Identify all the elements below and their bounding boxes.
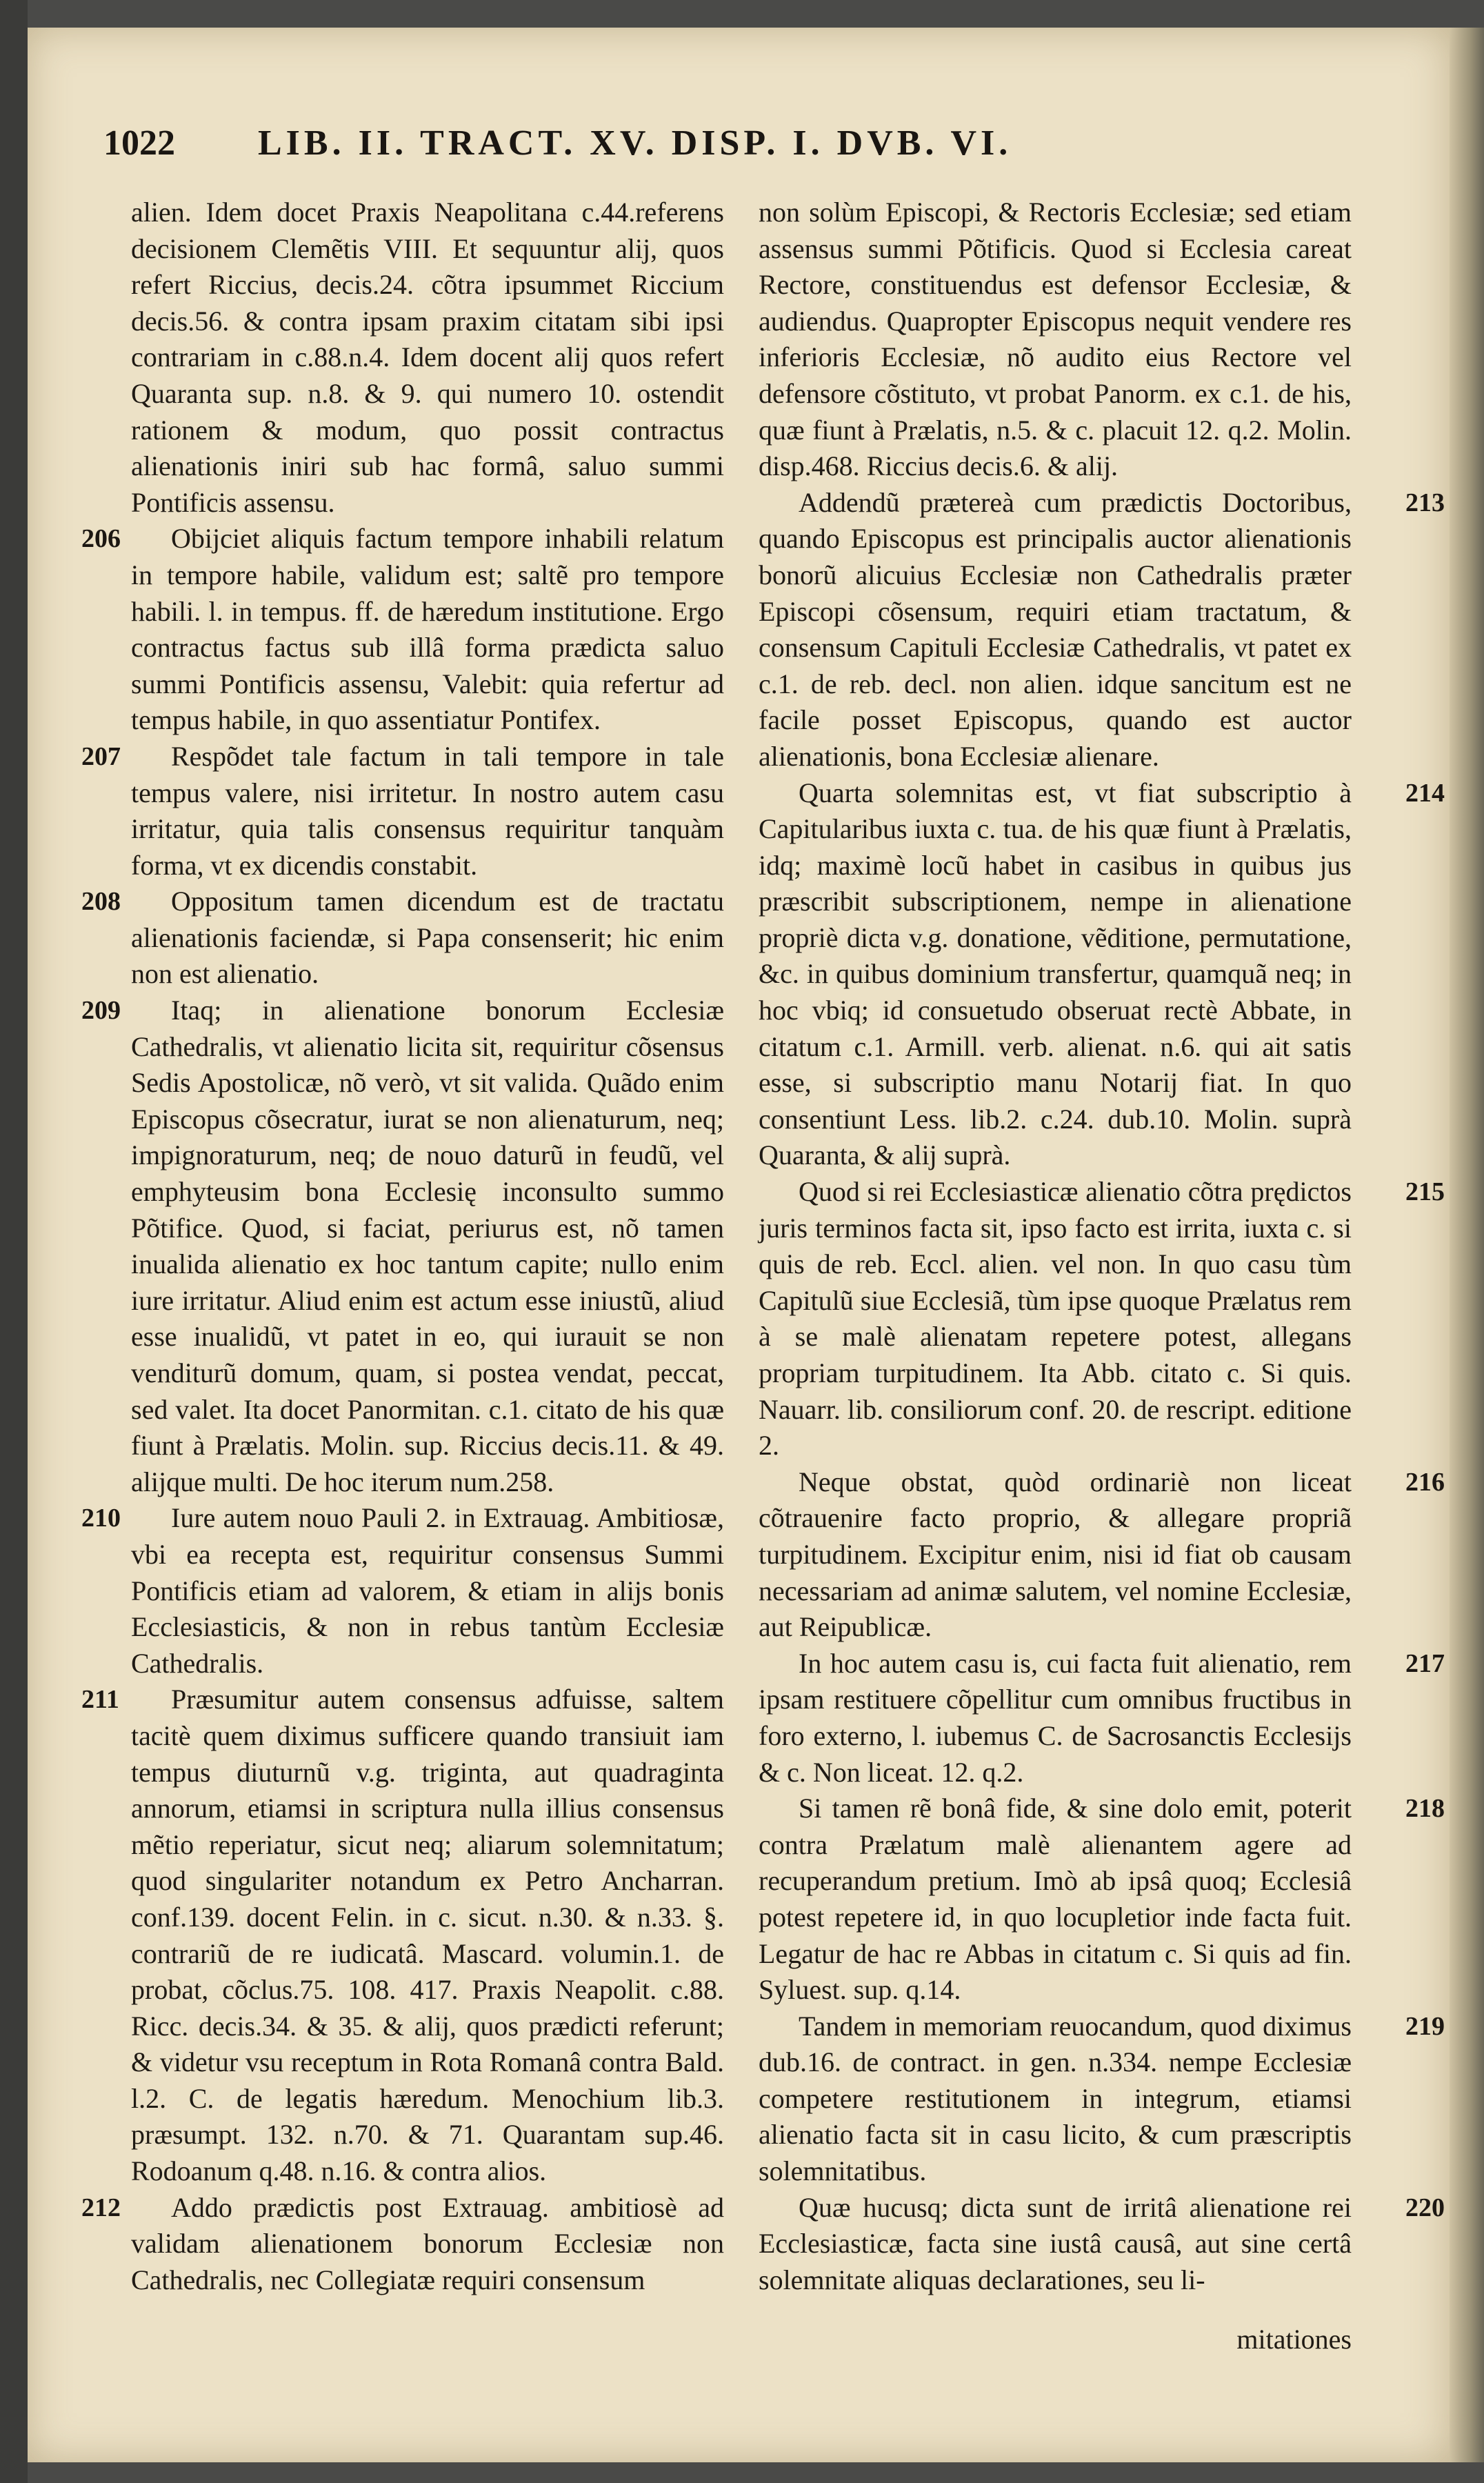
page-fold-edge: [1450, 28, 1484, 2462]
paragraph-text: In hoc autem casu is, cui facta fuit alienatio, rem ipsam restituere cõpellitur cum omnibus fructibus in foro externo, l. iubemus C. de Sacrosanctis Ecclesijs & c. Non liceat. 12. q.2.: [759, 1647, 1352, 1788]
paragraph-text: Tandem in memoriam reuocandum, quod diximus dub.16. de contract. in gen. n.334. nempe Ecclesiæ competere restitutionem in integrum, etiamsi alienatio facta sit in casu licito, & cum præscriptis solemnitatibus.: [759, 2010, 1352, 2187]
paragraph-text: alien. Idem docet Praxis Neapolitana c.44.referens decisionem Clemẽtis VIII. Et sequuntur alij, quos refert Riccius, decis.24. cõtra ipsummet Riccium decis.56. & contra ipsam praxim citatam sibi ipsi contrariam in c.88.n.4. Idem docent alij quos refert Quaranta sup. n.8. & 9. qui numero 10. ostendit rationem & modum, quo possit contractus alienationis iniri sub hac formâ, saluo summi Pontificis assensu.: [131, 197, 724, 518]
marginal-number: 214: [1405, 778, 1445, 808]
paragraph: [759, 2190, 1445, 2299]
paragraph-text: Addo prædictis post Extrauag. ambitiosè ad validam alienationem bonorum Ecclesiæ non Cathedralis, nec Collegiatæ requiri consensum: [131, 2191, 724, 2295]
marginal-number: 208: [81, 887, 121, 917]
paragraph: [131, 195, 724, 521]
paragraph: [81, 521, 724, 739]
paragraph: [81, 884, 724, 993]
paragraph: [81, 993, 724, 1500]
paragraph: [759, 775, 1445, 1175]
paragraph: [759, 1174, 1445, 1464]
marginal-number: 218: [1405, 1794, 1445, 1824]
paragraph-text: Præsumitur autem consensus adfuisse, saltem tacitè quem diximus sufficere quando transiuit iam tempus diuturnũ v.g. triginta, aut quadraginta annorum, etiamsi in scriptura nulla illius consensus mẽtio reperiatur, sicut neq; aliarum solemnitatum; quod singulariter notandum ex Petro Ancharran. conf.139. docent Felin. in c. sicut. n.30. & n.33. §. contrariũ de re iudicatâ. Mascard. volumin.1. de probat, cõclus.75. 108. 417. Praxis Neapolit. c.88. Ricc. decis.34. & 35. & alij, quos prædicti referunt; & videtur vsu receptum in Rota Romanâ contra Bald. l.2. C. de legatis hæredum. Menochium lib.3. præsumpt. 132. n.70. & 71. Quarantam sup.46. Rodoanum q.48. n.16. & contra alios.: [131, 1684, 724, 2187]
running-head-title: LIB. II. TRACT. XV. DISP. I. DVB. VI.: [258, 123, 1012, 163]
marginal-number: 213: [1405, 488, 1445, 517]
right-text-column: [759, 195, 1445, 2319]
marginal-number: 207: [81, 741, 121, 771]
paragraph: [759, 485, 1445, 775]
paragraph: [81, 739, 724, 884]
marginal-number: 209: [81, 996, 121, 1026]
paragraph-text: Addendũ prætereà cum prædictis Doctoribus, quando Episcopus est principalis auctor alienationis bonorũ alicuius Ecclesiæ non Cathedralis præter Episcopi cõsensum, requiri etiam tractatum, & consensum Capituli Ecclesiæ Cathedralis, vt patet ex c.1. de reb. decl. non alien. idque sancitum est ne facile posset Episcopus, quando est auctor alienationis, bona Ecclesiæ alienare.: [759, 486, 1352, 772]
scan-backdrop: [0, 0, 28, 2483]
marginal-number: 219: [1405, 2011, 1445, 2041]
running-header: [103, 123, 1193, 185]
paragraph: [759, 1646, 1445, 1791]
paragraph-text: Neque obstat, quòd ordinariè non liceat cõtrauenire facto proprio, & allegare propriã turpitudinem. Excipitur enim, nisi id fiat ob causam necessariam ad animæ salutem, vel nomine Ecclesiæ, aut Reipublicæ.: [759, 1466, 1352, 1643]
paragraph-text: Obijciet aliquis factum tempore inhabili relatum in tempore habile, validum est; saltẽ pro tempore habili. l. in tempus. ff. de hæredum institutione. Ergo contractus factus sub illâ forma prædicta saluo summi Pontificis assensu, Valebit: quia refertur ad tempus habile, in quo assentiatur Pontifex.: [131, 523, 724, 736]
marginal-number: 216: [1405, 1467, 1445, 1497]
marginal-number: 206: [81, 524, 121, 554]
paragraph: [759, 1791, 1445, 2008]
paragraph-text: Itaq; in alienatione bonorum Ecclesiæ Cathedralis, vt alienatio licita sit, requiritur cõsensus Sedis Apostolicæ, nõ verò, vt sit valida. Quãdo enim Episcopus cõsecratur, iurat se non alienaturum, neq; impignoraturum, neq; de nouo daturũ in feudũ, vel emphyteusim bona Ecclesię inconsulto summo Põtifice. Quod, si faciat, periurus est, nõ tamen inualida alienatio ex hoc tantum capite; nullo enim iure irritatur. Aliud enim est actum esse iniustũ, aliud esse inualidũ, vt patet in eo, qui iurauit se non venditurũ domum, quam, si postea vendat, peccat, sed valet. Ita docet Panormitan. c.1. citato de his quæ fiunt à Prælatis. Molin. sup. Riccius decis.11. & 49. alijque multi. De hoc iterum num.258.: [131, 995, 724, 1497]
paragraph-text: Quod si rei Ecclesiasticæ alienatio cõtra prędictos juris terminos facta sit, ipso facto est irrita, iuxta c. si quis de reb. Eccl. alien. vel non. In quo casu tùm Capitulũ siue Ecclesiã, tùm ipse quoque Prælatus rem à se malè alienatam repetere potest, allegans propriam turpitudinem. Ita Abb. citato c. Si quis. Nauarr. lib. consiliorum conf. 20. de rescript. editione 2.: [759, 1176, 1352, 1462]
paragraph: [81, 2190, 724, 2299]
paragraph-text: Iure autem nouo Pauli 2. in Extrauag. Ambitiosæ, vbi ea recepta est, requiritur consensus Summi Pontificis etiam ad valorem, & etiam in alijs bonis Ecclesiasticis, & non in rebus tantùm Ecclesiæ Cathedralis.: [131, 1502, 724, 1679]
paragraph: [759, 2008, 1445, 2190]
paragraph: [81, 1682, 724, 2189]
marginal-number: 215: [1405, 1177, 1445, 1207]
page-number: 1022: [103, 123, 175, 163]
paragraph-text: Respõdet tale factum in tali tempore in tale tempus valere, nisi irritetur. In nostro autem casu irritatur, quia talis consensus requiritur tanquàm forma, vt ex dicendis constabit.: [131, 740, 724, 881]
paragraph-text: non solùm Episcopi, & Rectoris Ecclesiæ; sed etiam assensus summi Põtificis. Quod si Ecclesia careat Rectore, constituendus est defensor Ecclesiæ, & audiendus. Quapropter Episcopus nequit vendere res inferioris Ecclesiæ, nõ audito eius Rectore vel defensore cõstituto, vt probat Panorm. ex c.1. de his, quæ fiunt à Prælatis, n.5. & c. placuit 12. q.2. Molin. disp.468. Riccius decis.6. & alij.: [759, 197, 1352, 482]
paragraph-text: Si tamen rẽ bonâ fide, & sine dolo emit, poterit contra Prælatum malè alienantem agere ad recuperandum pretium. Imò ab ipsâ quoq; Ecclesiâ potest repetere id, in quo locupletior inde facta fuit. Legatur de hac re Abbas in citatum c. Si quis ad fin. Syluest. sup. q.14.: [759, 1793, 1352, 2006]
paragraph: [759, 1464, 1445, 1646]
marginal-number: 210: [81, 1504, 121, 1533]
marginal-number: 217: [1405, 1648, 1445, 1678]
marginal-number: 211: [81, 1685, 119, 1715]
paragraph: [759, 195, 1352, 485]
paragraph-text: Quarta solemnitas est, vt fiat subscriptio à Capitularibus iuxta c. tua. de his quæ fiunt à Prælatis, idq; maximè locũ habet in casibus in quibus jus præscribit subscriptionem, nempe in alienatione propriè dicta v.g. donatione, vẽditione, permutatione, &c. in quibus dominium transfertur, quamquã neq; in hoc vbiq; id consuetudo obseruat rectè Abbate, in citatum c.1. Armill. verb. alienat. n.6. qui ait satis esse, si subscriptio manu Notarij fiat. In quo consentiunt Less. lib.2. c.24. dub.10. Molin. suprà Quaranta, & alij suprà.: [759, 777, 1352, 1171]
marginal-number: 220: [1405, 2193, 1445, 2222]
paragraph-text: Quæ hucusq; dicta sunt de irritâ alienatione rei Ecclesiasticæ, facta sine iustâ causâ, aut sine certâ solemnitate aliquas declarationes, seu li-: [759, 2191, 1352, 2295]
marginal-number: 212: [81, 2193, 121, 2222]
left-text-column: [81, 195, 724, 2319]
catchword: mitationes: [1236, 2324, 1352, 2355]
paragraph-text: Oppositum tamen dicendum est de tractatu alienationis faciendæ, si Papa consenserit; hic enim non est alienatio.: [131, 886, 724, 990]
paragraph: [81, 1500, 724, 1682]
